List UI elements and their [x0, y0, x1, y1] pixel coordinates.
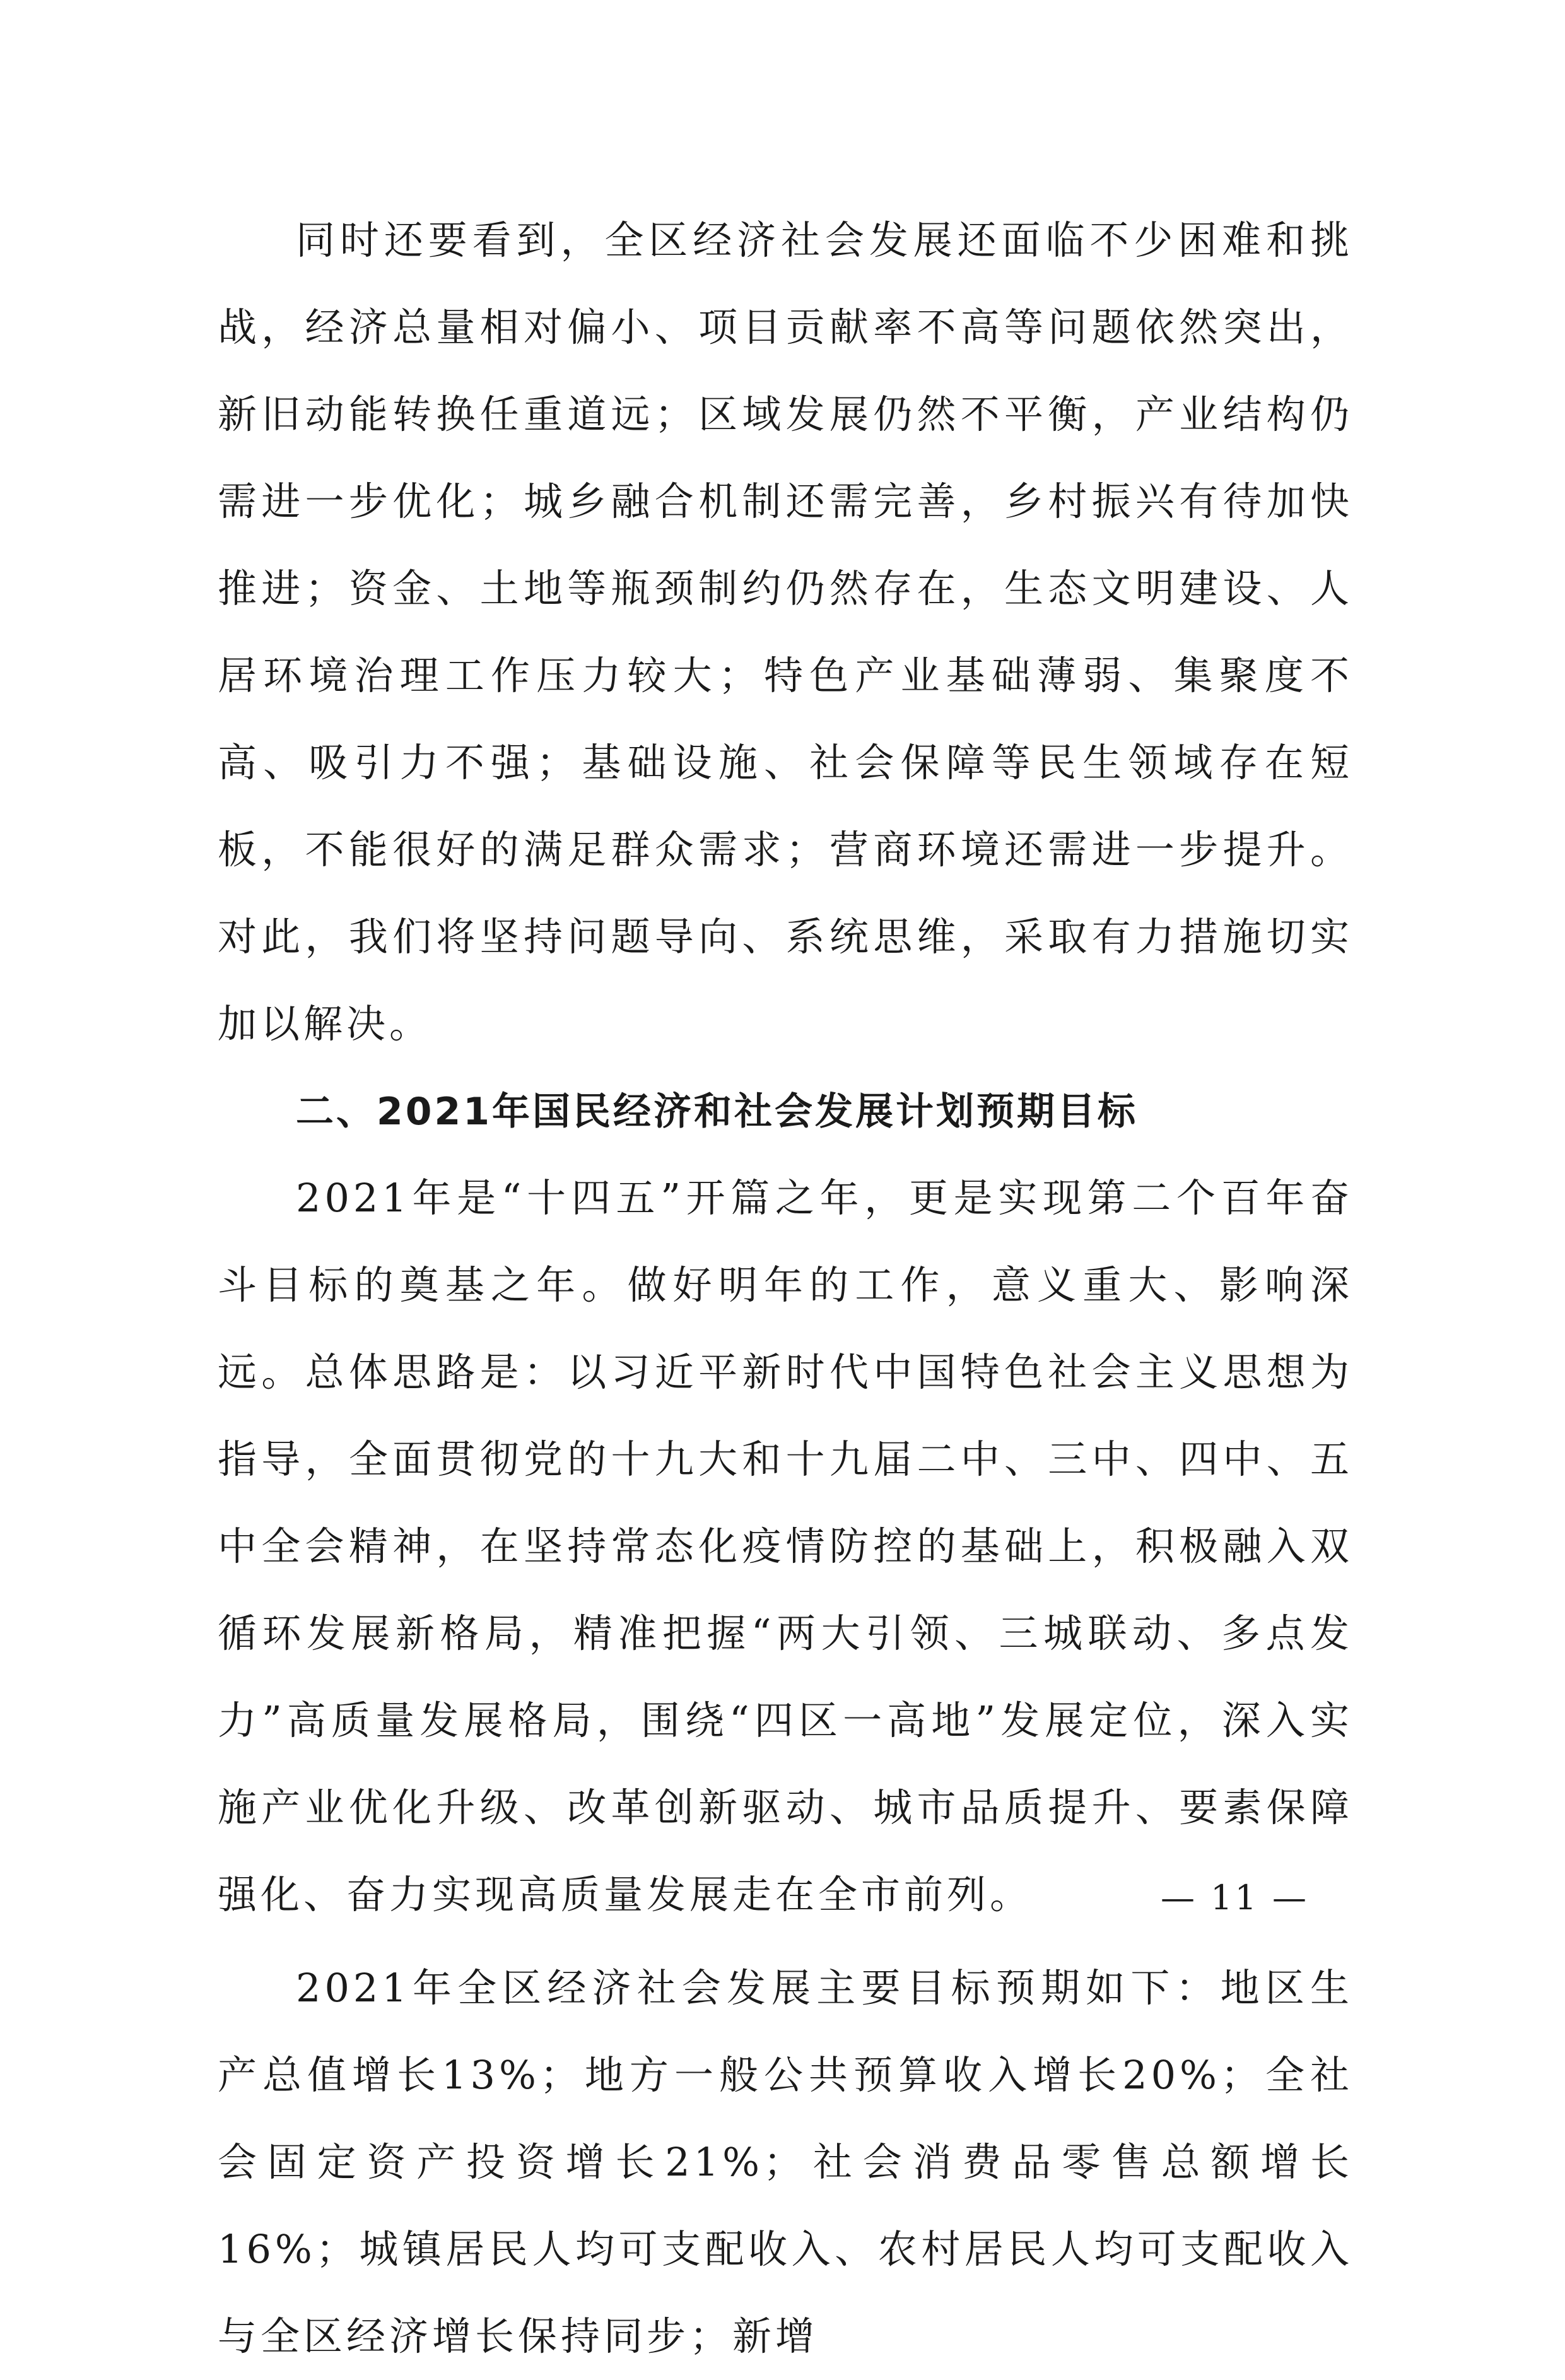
paragraph-overview: 2021年是“十四五”开篇之年，更是实现第二个百年奋斗目标的奠基之年。做好明年的工作，意义重大、影响深远。总体思路是：以习近平新时代中国特色社会主义思想为指导，全面贯彻党的十九大和十九届二中、三中、四中、五中全会精神，在坚持常态化疫情防控的基础上，积极融入双循环发展新格局，精准把握“两大引领、三城联动、多点发力”高质量发展格局，围绕“四区一高地”发展定位，深入实施产业优化升级、改革创新驱动、城市品质提升、要素保障强化、奋力实现高质量发展走在全市前列。 [218, 1175, 1353, 1918]
paragraph-targets: 2021年全区经济社会发展主要目标预期如下：地区生产总值增长13%；地方一般公共预算收入增长20%；全社会固定资产投资增长21%；社会消费品零售总额增长16%；城镇居民人均可支配收入、农村居民人均可支配收入与全区经济增长保持同步；新增 [218, 1965, 1353, 2359]
paragraph-challenges: 同时还要看到，全区经济社会发展还面临不少困难和挑战，经济总量相对偏小、项目贡献率不高等问题依然突出，新旧动能转换任重道远；区域发展仍然不平衡，产业结构仍需进一步优化；城乡融合机制还需完善，乡村振兴有待加快推进；资金、土地等瓶颈制约仍然存在，生态文明建设、人居环境治理工作压力较大；特色产业基础薄弱、集聚度不高、吸引力不强；基础设施、社会保障等民生领域存在短板，不能很好的满足群众需求；营商环境还需进一步提升。对此，我们将坚持问题导向、系统思维，采取有力措施切实加以解决。 [218, 217, 1353, 1047]
section-heading: 二、2021年国民经济和社会发展计划预期目标 [296, 1090, 1138, 1134]
page-number: — 11 — [1161, 1878, 1310, 1918]
document-body [218, 197, 1353, 2380]
